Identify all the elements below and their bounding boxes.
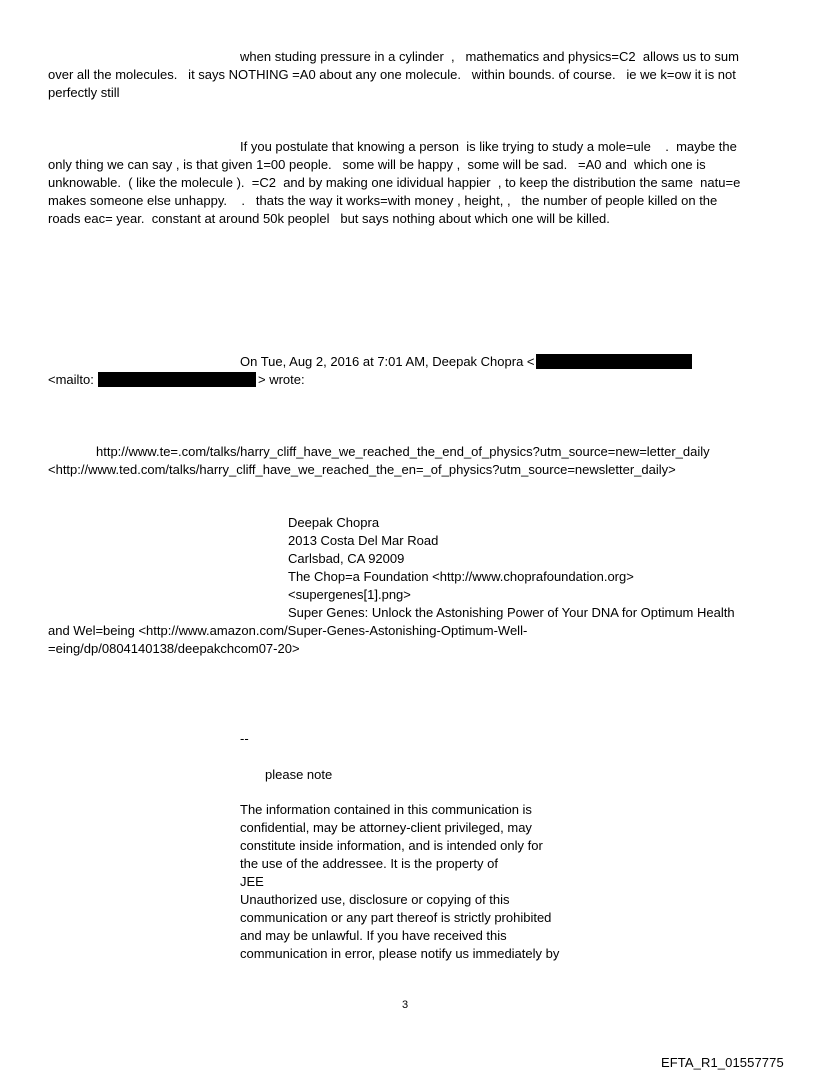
disclaimer-line-5: JEE bbox=[240, 874, 264, 889]
link-line-1: http://www.te=.com/talks/harry_cliff_have_we_reached_the_end_of_physics?utm_source=new=letter_daily bbox=[96, 444, 710, 459]
separator: -- bbox=[240, 731, 249, 746]
para1-line-2: over all the molecules. it says NOTHING =A0 about any one molecule. within bounds. of course. ie we k=ow it is not bbox=[48, 67, 736, 82]
para1-line-1: when studing pressure in a cylinder , mathematics and physics=C2 allows us to sum bbox=[240, 49, 739, 64]
signature-book: Super Genes: Unlock the Astonishing Power of Your DNA for Optimum Health bbox=[288, 605, 735, 620]
disclaimer-line-7: communication or any part thereof is strictly prohibited bbox=[240, 910, 552, 925]
page-number: 3 bbox=[402, 999, 409, 1011]
signature-foundation: The Chop=a Foundation <http://www.choprafoundation.org> bbox=[288, 569, 634, 584]
para2-line-1: If you postulate that knowing a person is like trying to study a mole=ule . maybe the bbox=[240, 139, 737, 154]
para2-line-5: roads eac= year. constant at around 50k peoplel but says nothing about which one will be killed. bbox=[48, 211, 610, 226]
signature-book-wrap-1: and Wel=being <http://www.amazon.com/Super-Genes-Astonishing-Optimum-Well- bbox=[48, 623, 528, 638]
signature-street: 2013 Costa Del Mar Road bbox=[288, 533, 439, 548]
para2-line-4: makes someone else unhappy. . thats the way it works=with money , height, , the number of people killed on the bbox=[48, 193, 718, 208]
redaction-box bbox=[98, 372, 256, 387]
disclaimer-line-9: communication in error, please notify us immediately by bbox=[240, 946, 560, 961]
disclaimer-line-2: confidential, may be attorney-client privileged, may bbox=[240, 820, 532, 835]
para2-line-2: only thing we can say , is that given 1=00 people. some will be happy , some will be sad. =A0 and which one is bbox=[48, 157, 706, 172]
quote-header-mailto: <mailto: bbox=[48, 372, 94, 387]
disclaimer-line-1: The information contained in this communication is bbox=[240, 802, 532, 817]
disclaimer-line-3: constitute inside information, and is intended only for bbox=[240, 838, 543, 853]
link-line-2: <http://www.ted.com/talks/harry_cliff_have_we_reached_the_en=_of_physics?utm_source=newsletter_daily> bbox=[48, 462, 676, 477]
quote-header-wrote: > wrote: bbox=[258, 372, 305, 387]
signature-name: Deepak Chopra bbox=[288, 515, 380, 530]
signature-book-wrap-2: =eing/dp/0804140138/deepakchcom07-20> bbox=[48, 641, 300, 656]
bates-number: EFTA_R1_01557775 bbox=[661, 1055, 784, 1070]
redaction-box bbox=[536, 354, 692, 369]
signature-image-ref: <supergenes[1].png> bbox=[288, 587, 411, 602]
please-note: please note bbox=[265, 767, 333, 782]
disclaimer-line-8: and may be unlawful. If you have received this bbox=[240, 928, 507, 943]
disclaimer-line-6: Unauthorized use, disclosure or copying of this bbox=[240, 892, 510, 907]
para1-line-3: perfectly still bbox=[48, 85, 120, 100]
quote-header-line-1: On Tue, Aug 2, 2016 at 7:01 AM, Deepak Chopra < bbox=[240, 354, 535, 369]
disclaimer-line-4: the use of the addressee. It is the property of bbox=[240, 856, 498, 871]
signature-city: Carlsbad, CA 92009 bbox=[288, 551, 405, 566]
para2-line-3: unknowable. ( like the molecule ). =C2 and by making one idividual happier , to keep the distribution the same natu=e bbox=[48, 175, 741, 190]
